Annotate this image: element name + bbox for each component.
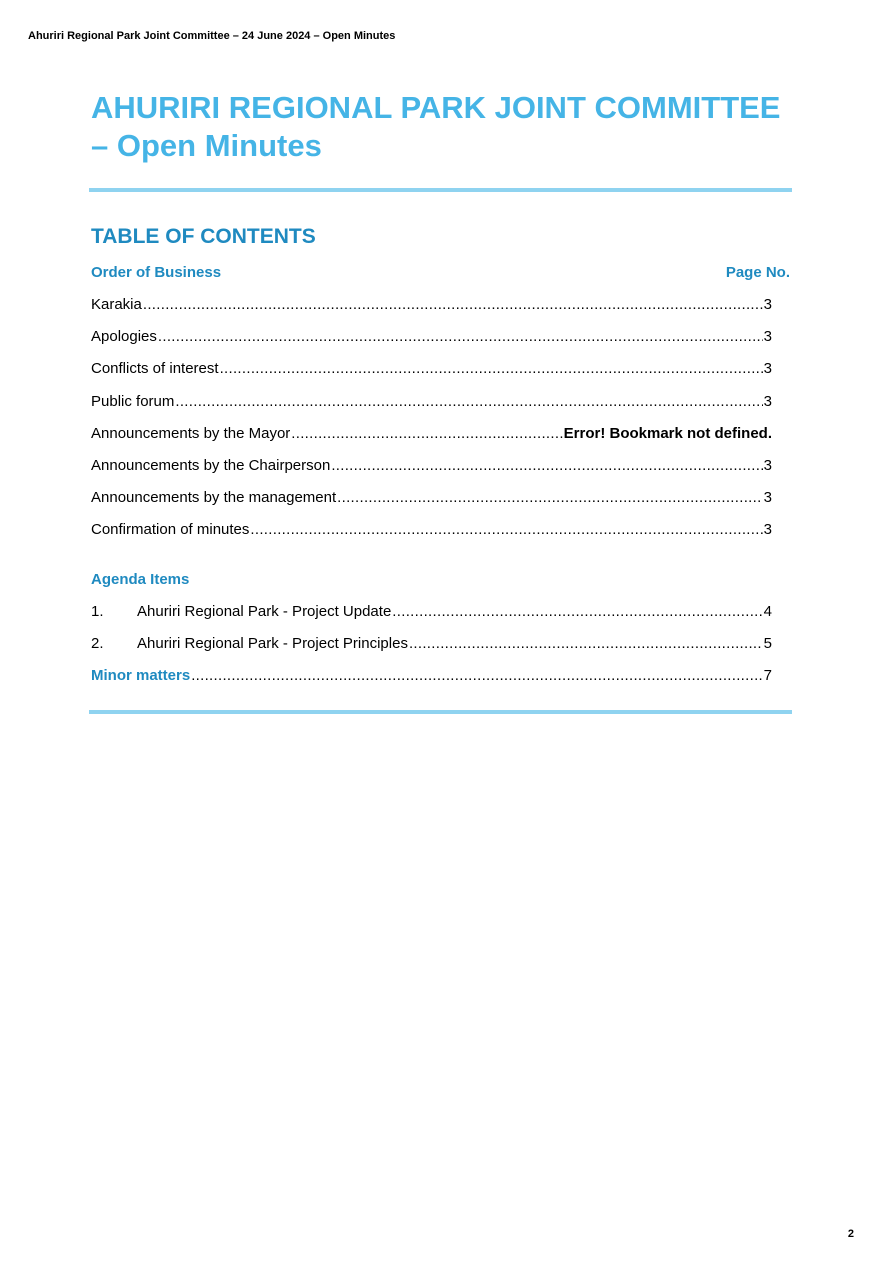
toc-entry-label: Apologies (91, 328, 157, 346)
document-title-line2: – Open Minutes (91, 128, 322, 163)
toc-entry-project-principles[interactable] (91, 635, 772, 667)
toc-entry-announcements-mayor[interactable] (91, 425, 772, 457)
toc-entry-page: 3 (763, 489, 772, 507)
toc-entry-page: 7 (763, 667, 772, 685)
dot-leader (158, 328, 763, 345)
toc-entry-announcements-chairperson[interactable] (91, 457, 772, 489)
toc-entry-label: Confirmation of minutes (91, 521, 250, 539)
dot-leader (392, 603, 762, 620)
toc-entry-label: Minor matters (91, 667, 191, 685)
dot-leader (409, 635, 763, 652)
toc-heading: TABLE OF CONTENTS (91, 225, 316, 248)
order-of-business-heading: Order of Business (91, 264, 222, 281)
toc-entry-page: 3 (763, 328, 772, 346)
toc-entry-page: 4 (763, 603, 772, 620)
toc-entry-confirmation-of-minutes[interactable] (91, 521, 772, 553)
toc-entry-public-forum[interactable] (91, 393, 772, 425)
toc-entry-label: Conflicts of interest (91, 360, 219, 378)
toc-entry-page: 3 (763, 296, 772, 313)
dot-leader (143, 296, 763, 313)
agenda-item-number: 1. (91, 603, 104, 620)
toc-entry-label: Announcements by the Chairperson (91, 456, 331, 474)
toc-entry-page: 3 (763, 392, 772, 410)
running-header: Ahuriri Regional Park Joint Committee – 24 June 2024 – Open Minutes (28, 30, 396, 42)
bottom-divider (89, 710, 792, 714)
document-title (91, 89, 831, 165)
order-of-business-list (91, 296, 772, 554)
toc-entry-minor-matters[interactable] (91, 667, 772, 699)
page-number: 2 (847, 1228, 854, 1240)
dot-leader (337, 489, 763, 506)
toc-entry-karakia[interactable] (91, 296, 772, 328)
toc-entry-page: 3 (763, 456, 772, 474)
dot-leader (191, 667, 762, 684)
toc-entry-label: Ahuriri Regional Park - Project Update (137, 603, 392, 620)
toc-entry-label: Ahuriri Regional Park - Project Principles (137, 635, 408, 653)
toc-entry-project-update[interactable] (91, 603, 772, 635)
agenda-items-list (91, 603, 772, 700)
agenda-items-heading: Agenda Items (91, 571, 190, 588)
toc-entry-page: 3 (763, 360, 772, 378)
toc-entry-apologies[interactable] (91, 328, 772, 360)
toc-entry-announcements-management[interactable] (91, 489, 772, 521)
toc-entry-page: 5 (763, 635, 772, 653)
dot-leader (220, 360, 763, 377)
dot-leader (250, 521, 762, 538)
agenda-item-number: 2. (91, 635, 104, 653)
dot-leader (291, 425, 562, 442)
toc-entry-label: Announcements by the Mayor (91, 424, 291, 442)
dot-leader (175, 393, 762, 410)
toc-entry-page: Error! Bookmark not defined. (563, 424, 772, 442)
toc-entry-page: 3 (763, 521, 772, 539)
document-title-line1: AHURIRI REGIONAL PARK JOINT COMMITTEE (91, 90, 781, 125)
toc-entry-conflicts-of-interest[interactable] (91, 360, 772, 392)
top-divider (89, 188, 792, 192)
dot-leader (331, 457, 762, 474)
toc-entry-label: Announcements by the management (91, 489, 337, 507)
toc-entry-label: Karakia (91, 296, 142, 313)
page-no-heading: Page No. (725, 264, 790, 281)
toc-entry-label: Public forum (91, 392, 175, 410)
